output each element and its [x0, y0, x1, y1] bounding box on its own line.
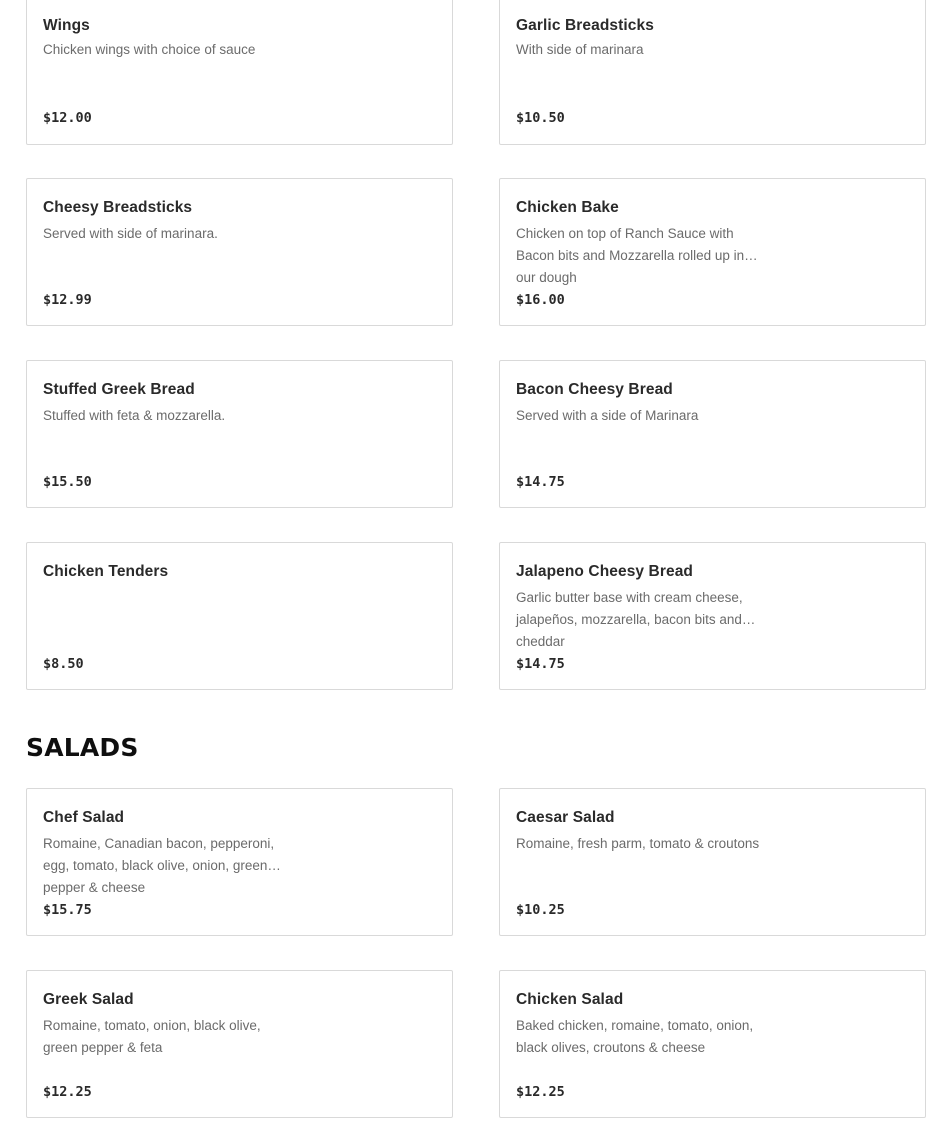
item-name: Chicken Salad — [516, 991, 624, 1008]
item-description: Garlic butter base with cream cheese, jalapeños, mozzarella, bacon bits and cheddar — [516, 590, 743, 649]
item-description: Chicken wings with choice of sauce — [43, 42, 256, 57]
item-name: Caesar Salad — [516, 809, 615, 826]
menu-item-card[interactable] — [499, 0, 926, 145]
menu-item-card[interactable] — [499, 542, 926, 690]
item-name: Garlic Breadsticks — [516, 17, 654, 34]
item-description: Served with a side of Marinara — [516, 408, 699, 423]
menu-item-card[interactable] — [499, 178, 926, 326]
menu-item-card[interactable] — [26, 0, 453, 145]
menu-item-card[interactable] — [26, 178, 453, 326]
menu-item-card[interactable] — [499, 788, 926, 936]
menu-item-card[interactable] — [499, 360, 926, 508]
item-price: $15.75 — [43, 902, 92, 918]
item-name: Jalapeno Cheesy Bread — [516, 563, 693, 580]
item-price: $10.50 — [516, 110, 565, 126]
item-name: Cheesy Breadsticks — [43, 199, 193, 216]
item-description: Romaine, fresh parm, tomato & croutons — [516, 836, 760, 851]
item-price: $12.25 — [516, 1084, 565, 1100]
menu-item-card[interactable] — [26, 360, 453, 508]
item-description: With side of marinara — [516, 42, 644, 57]
item-price: $8.50 — [43, 656, 84, 672]
item-description: Baked chicken, romaine, tomato, onion, black olives, croutons & cheese — [516, 1018, 754, 1055]
menu-item-card[interactable] — [499, 970, 926, 1118]
section-title-salads: SALADS — [26, 733, 139, 762]
item-price: $16.00 — [516, 292, 565, 308]
item-description: Chicken on top of Ranch Sauce with Bacon bits and Mozzarella rolled up in our dough — [516, 226, 745, 285]
item-description: Served with side of marinara. — [43, 226, 218, 241]
item-price: $14.75 — [516, 474, 565, 490]
item-name: Stuffed Greek Bread — [43, 381, 195, 398]
item-name: Wings — [43, 17, 90, 34]
item-name: Greek Salad — [43, 991, 134, 1008]
menu-item-card[interactable] — [26, 788, 453, 936]
item-name: Bacon Cheesy Bread — [516, 381, 673, 398]
item-price: $12.25 — [43, 1084, 92, 1100]
item-description: Romaine, Canadian bacon, pepperoni, egg, tomato, black olive, onion, green pepper & cheese — [43, 836, 275, 895]
menu-item-card[interactable] — [26, 542, 453, 690]
item-description: Romaine, tomato, onion, black olive, green pepper & feta — [43, 1018, 261, 1055]
item-price: $12.99 — [43, 292, 92, 308]
item-description: Stuffed with feta & mozzarella. — [43, 408, 226, 423]
menu-item-card[interactable] — [26, 970, 453, 1118]
item-name: Chicken Tenders — [43, 563, 169, 580]
item-price: $12.00 — [43, 110, 92, 126]
item-name: Chicken Bake — [516, 199, 619, 216]
item-price: $15.50 — [43, 474, 92, 490]
item-name: Chef Salad — [43, 809, 125, 826]
item-price: $10.25 — [516, 902, 565, 918]
item-price: $14.75 — [516, 656, 565, 672]
